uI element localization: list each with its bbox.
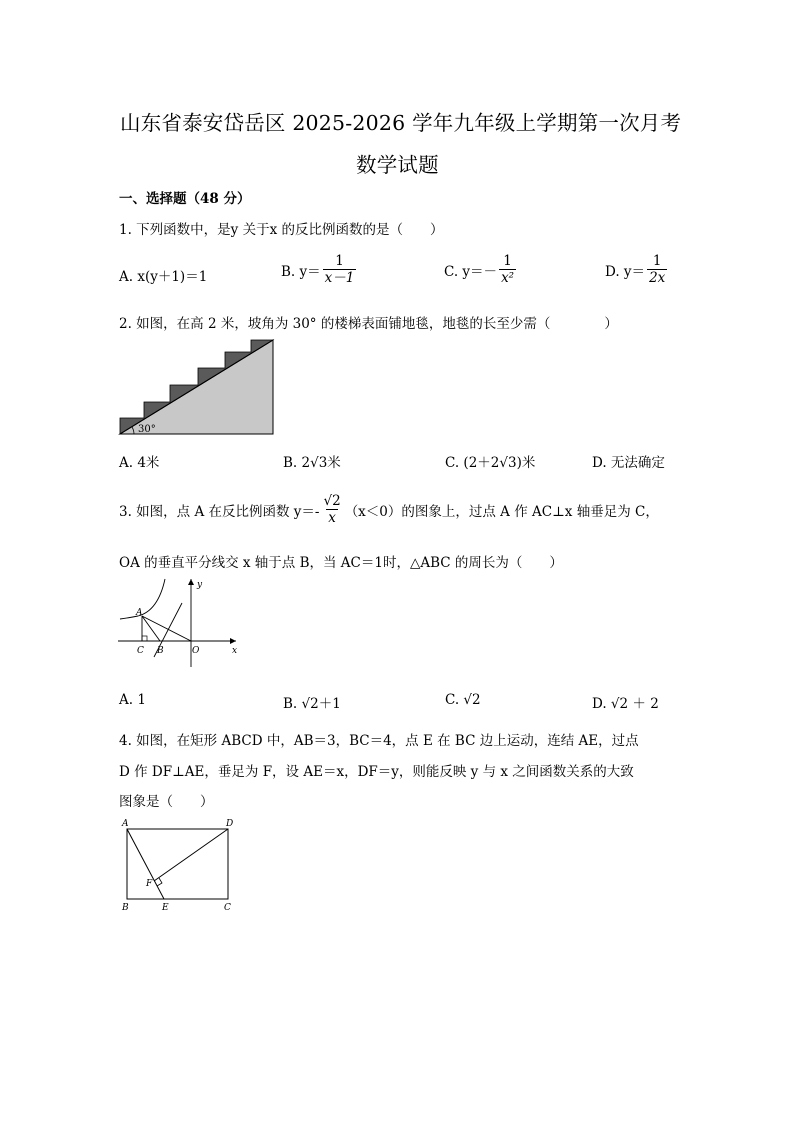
option-c-numerator: 1 [503,253,512,269]
label-d: D [226,819,234,829]
label-y: y [197,580,203,590]
question-2-option-c: C. (2＋2√3)米 [445,455,536,471]
question-3-option-d: D. √2 ＋ 2 [592,696,659,712]
question-4-line2: D 作 DF⊥AE，垂足为 F，设 AE＝x，DF＝y，则能反映 y 与 x 之间函数关系的大致 [119,764,634,780]
segment-df [154,829,228,881]
label-c: C [137,646,144,656]
question-1-option-b [281,254,358,286]
hyperbola-curve [120,579,165,619]
page-title: 山东省泰安岱岳区 2025-2026 学年九年级上学期第一次月考 [120,111,682,135]
question-3-option-a: A. 1 [119,692,146,708]
option-b-fraction [323,254,357,286]
question-2-option-b: B. 2√3米 [283,455,341,471]
option-d-numerator: 1 [652,253,662,269]
option-b-numerator: 1 [335,253,344,269]
label-f: F [146,879,153,889]
page-subtitle: 数学试题 [356,153,439,177]
question-4-line1: 4. 如图，在矩形 ABCD 中，AB＝3，BC＝4，点 E 在 BC 边上运动，连结 AE，过点 [119,733,639,749]
question-3-option-c: C. √2 [445,692,481,708]
q3-stem-part-b: （x＜0）的图象上，过点 A 作 AC⊥x 轴垂足为 C， [344,503,659,520]
right-angle-mark [142,636,147,641]
label-b: B [122,903,129,913]
staircase-figure [118,338,276,438]
segment-ao [142,616,191,641]
q3-stem-part-a: 3. 如图，点 A 在反比例函数 y＝- [119,503,320,520]
section-heading: 一、选择题（48 分） [119,191,251,207]
option-c-prefix: C. y＝－ [444,263,498,280]
question-2-option-a: A. 4米 [119,455,160,471]
angle-label: 30° [138,424,156,435]
option-b-prefix: B. y＝ [281,263,321,280]
label-c: C [224,903,231,913]
q3-fraction-numerator: √2 [323,493,341,509]
label-e: E [162,903,169,913]
question-1-option-c [444,254,518,286]
question-4-line3: 图象是（ ） [119,794,214,810]
question-2-option-d: D. 无法确定 [592,455,665,471]
question-1-option-d [605,254,669,286]
label-x: x [232,646,238,656]
question-2-stem: 2. 如图，在高 2 米，坡角为 30° 的楼梯表面铺地毯，地毯的长至少需（ ） [119,316,618,332]
question-3-stem-line2: OA 的垂直平分线交 x 轴于点 B，当 AC＝1时，△ABC 的周长为（ ） [119,555,563,571]
question-3-stem-line1 [119,494,659,526]
option-c-denominator: x² [501,269,515,286]
option-b-denominator: x－1 [324,269,355,286]
segment-ab [142,616,160,641]
label-a: A [136,608,143,618]
question-1-stem: 1. 下列函数中，是y 关于x 的反比例函数的是（ ） [119,222,444,238]
option-d-prefix: D. y＝ [605,263,646,280]
option-d-fraction [647,254,667,286]
right-angle-mark-f [157,878,162,886]
question-1-option-a: A. x(y＋1)＝1 [119,269,208,285]
label-b: B [157,646,164,656]
label-a: A [122,819,129,829]
q3-fraction-denominator: x [328,509,336,526]
label-o: O [192,646,200,656]
rectangle-figure [118,816,243,916]
option-d-denominator: 2x [649,269,666,286]
question-3-option-b: B. √2＋1 [283,696,341,712]
option-c-fraction [499,254,516,286]
q3-function-fraction [321,494,342,526]
hyperbola-figure [118,575,243,670]
